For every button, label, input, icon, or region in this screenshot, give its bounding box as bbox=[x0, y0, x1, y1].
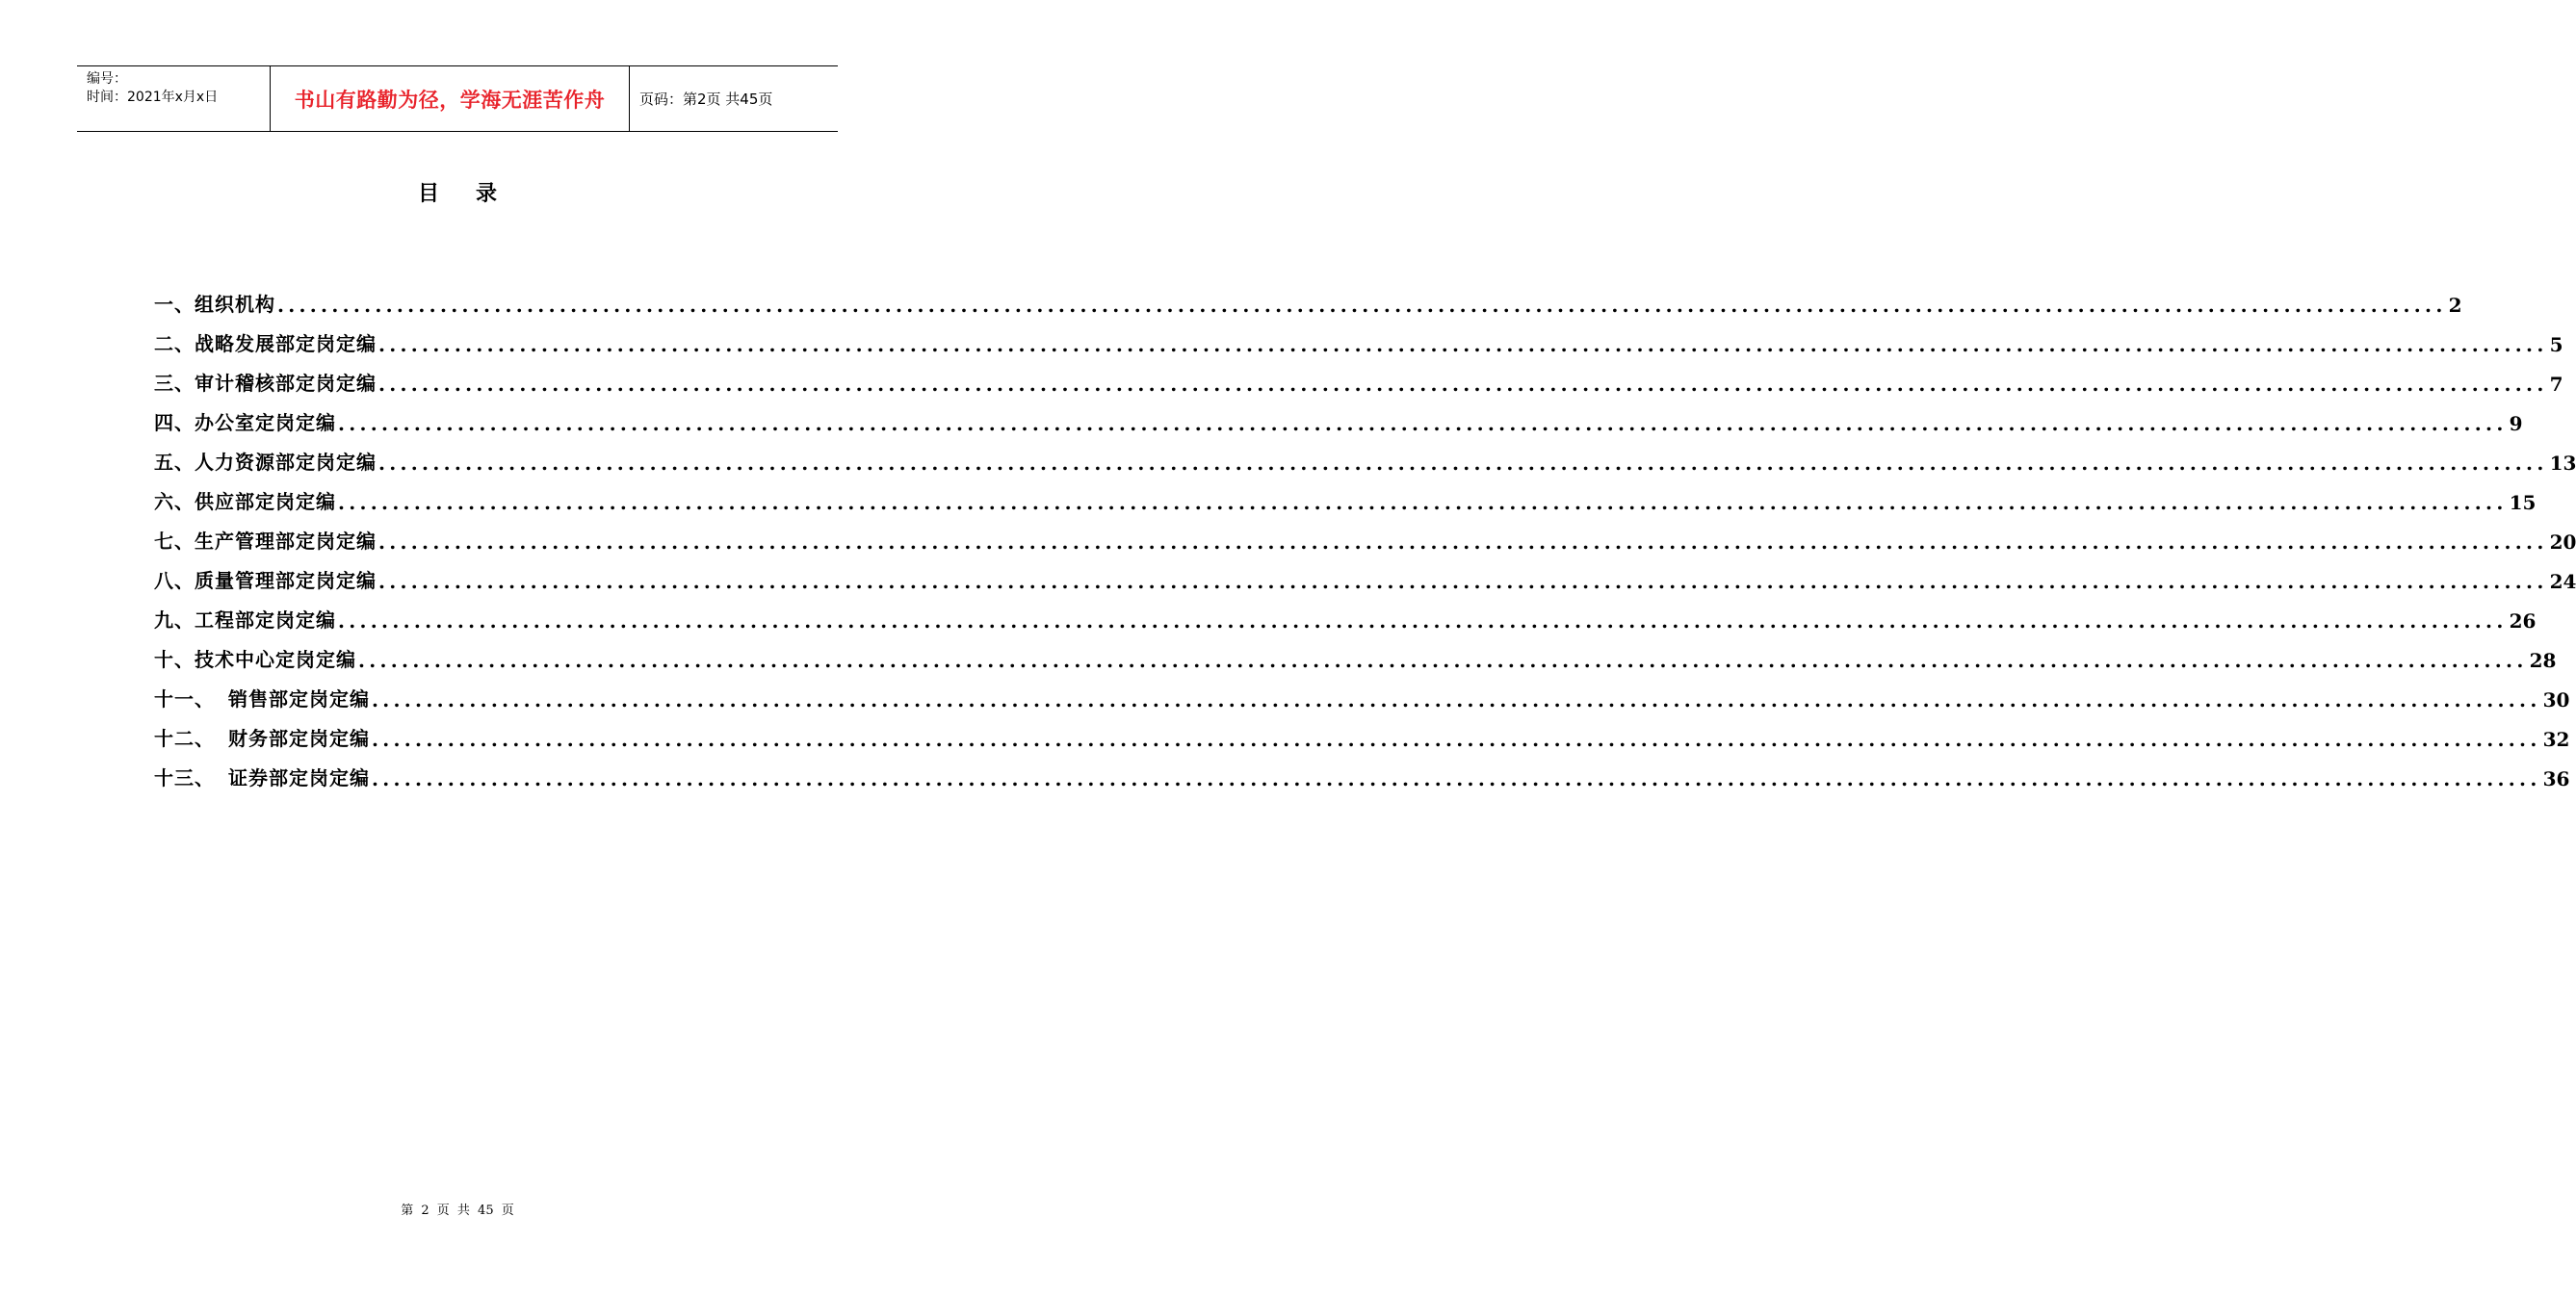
toc-entry-number: 三、 bbox=[154, 372, 195, 395]
toc-entry[interactable] bbox=[154, 356, 2563, 396]
toc-entry-page: 13 bbox=[2549, 452, 2576, 475]
toc-entry-number: 七、 bbox=[154, 530, 195, 553]
toc-leader-dots: ........................................................................................................................................................................................................ bbox=[372, 767, 2541, 790]
page-header bbox=[77, 65, 838, 132]
page-footer: 第 2 页 共 45 页 bbox=[401, 1203, 514, 1218]
toc-leader-dots: ........................................................................................................................................................................................................ bbox=[378, 333, 2548, 356]
toc-entry-label bbox=[154, 605, 336, 633]
toc-entry-text: 办公室定岗定编 bbox=[195, 411, 336, 434]
toc-entry-label bbox=[154, 723, 370, 751]
toc-entry[interactable] bbox=[154, 396, 2523, 435]
toc-entry-label bbox=[154, 684, 370, 712]
toc-leader-dots: ........................................................................................................................................................................................................ bbox=[378, 452, 2548, 475]
toc-entry-page: 24 bbox=[2549, 570, 2576, 593]
toc-entry-page: 26 bbox=[2509, 609, 2537, 633]
header-motto: 书山有路勤为径，学海无涯苦作舟 bbox=[271, 66, 630, 131]
toc-entry-page: 28 bbox=[2529, 649, 2557, 672]
toc-leader-dots: ........................................................................................................................................................................................................ bbox=[378, 570, 2548, 593]
toc-entry-text: 技术中心定岗定编 bbox=[195, 648, 356, 671]
toc-entry[interactable] bbox=[154, 751, 2570, 790]
toc-leader-dots: ........................................................................................................................................................................................................ bbox=[338, 609, 2508, 633]
toc-entry-text: 人力资源部定岗定编 bbox=[195, 451, 377, 474]
toc-entry-label bbox=[154, 763, 370, 790]
toc-entry-label bbox=[154, 368, 377, 396]
toc-entry-label bbox=[154, 289, 275, 317]
toc-leader-dots: ........................................................................................................................................................................................................ bbox=[338, 412, 2508, 435]
toc-entry[interactable] bbox=[154, 475, 2537, 514]
time-label: 时间：2021年x月x日 bbox=[87, 90, 219, 105]
toc-entry-label bbox=[154, 407, 336, 435]
toc-entry-number: 五、 bbox=[154, 451, 195, 474]
toc-entry-number: 十一、 bbox=[154, 687, 215, 711]
toc-entry-page: 2 bbox=[2448, 294, 2462, 317]
toc-entry[interactable] bbox=[154, 277, 2462, 317]
table-of-contents bbox=[154, 277, 2576, 790]
toc-leader-dots: ........................................................................................................................................................................................................ bbox=[372, 688, 2541, 712]
page-title: 目录 bbox=[417, 181, 533, 206]
toc-entry-number: 六、 bbox=[154, 490, 195, 513]
toc-entry[interactable] bbox=[154, 593, 2537, 633]
toc-entry-text: 财务部定岗定编 bbox=[228, 727, 370, 750]
toc-entry-page: 20 bbox=[2549, 531, 2576, 554]
toc-entry-text: 工程部定岗定编 bbox=[195, 608, 336, 632]
toc-entry-text: 组织机构 bbox=[195, 293, 275, 316]
toc-entry-page: 7 bbox=[2549, 373, 2563, 396]
toc-entry-number: 八、 bbox=[154, 569, 195, 592]
toc-leader-dots: ........................................................................................................................................................................................................ bbox=[338, 491, 2508, 514]
toc-leader-dots: ........................................................................................................................................................................................................ bbox=[277, 294, 2447, 317]
toc-entry-page: 15 bbox=[2509, 491, 2537, 514]
toc-entry[interactable] bbox=[154, 672, 2570, 712]
toc-entry-number: 四、 bbox=[154, 411, 195, 434]
toc-entry-label bbox=[154, 486, 336, 514]
toc-entry-label bbox=[154, 447, 377, 475]
code-label: 编号： bbox=[87, 71, 127, 87]
toc-entry-number: 一、 bbox=[154, 293, 195, 316]
toc-entry[interactable] bbox=[154, 514, 2576, 554]
toc-entry-label bbox=[154, 328, 377, 356]
toc-entry-text: 供应部定岗定编 bbox=[195, 490, 336, 513]
toc-entry-label bbox=[154, 526, 377, 554]
toc-entry-text: 战略发展部定岗定编 bbox=[195, 332, 377, 355]
toc-entry-text: 销售部定岗定编 bbox=[228, 687, 370, 711]
toc-leader-dots: ........................................................................................................................................................................................................ bbox=[358, 649, 2528, 672]
toc-entry-number: 二、 bbox=[154, 332, 195, 355]
toc-entry-text: 证券部定岗定编 bbox=[228, 766, 370, 789]
header-meta bbox=[77, 66, 271, 131]
toc-entry-text: 质量管理部定岗定编 bbox=[195, 569, 377, 592]
toc-entry[interactable] bbox=[154, 554, 2576, 593]
toc-entry[interactable] bbox=[154, 317, 2563, 356]
toc-entry-page: 32 bbox=[2542, 728, 2570, 751]
toc-entry-number: 十三、 bbox=[154, 766, 215, 789]
toc-entry-page: 5 bbox=[2549, 333, 2563, 356]
toc-leader-dots: ........................................................................................................................................................................................................ bbox=[372, 728, 2541, 751]
toc-entry[interactable] bbox=[154, 435, 2576, 475]
toc-entry-page: 36 bbox=[2542, 767, 2570, 790]
toc-leader-dots: ........................................................................................................................................................................................................ bbox=[378, 373, 2548, 396]
toc-entry-page: 9 bbox=[2509, 412, 2523, 435]
toc-entry-text: 生产管理部定岗定编 bbox=[195, 530, 377, 553]
toc-entry-text: 审计稽核部定岗定编 bbox=[195, 372, 377, 395]
toc-entry-number: 十二、 bbox=[154, 727, 215, 750]
toc-entry-label bbox=[154, 644, 356, 672]
header-page-info: 页码：第2页 共45页 bbox=[639, 91, 773, 108]
toc-leader-dots: ........................................................................................................................................................................................................ bbox=[378, 531, 2548, 554]
toc-entry-page: 30 bbox=[2542, 688, 2570, 712]
toc-entry[interactable] bbox=[154, 633, 2557, 672]
toc-entry-label bbox=[154, 565, 377, 593]
toc-entry[interactable] bbox=[154, 712, 2570, 751]
toc-entry-number: 九、 bbox=[154, 608, 195, 632]
toc-entry-number: 十、 bbox=[154, 648, 195, 671]
